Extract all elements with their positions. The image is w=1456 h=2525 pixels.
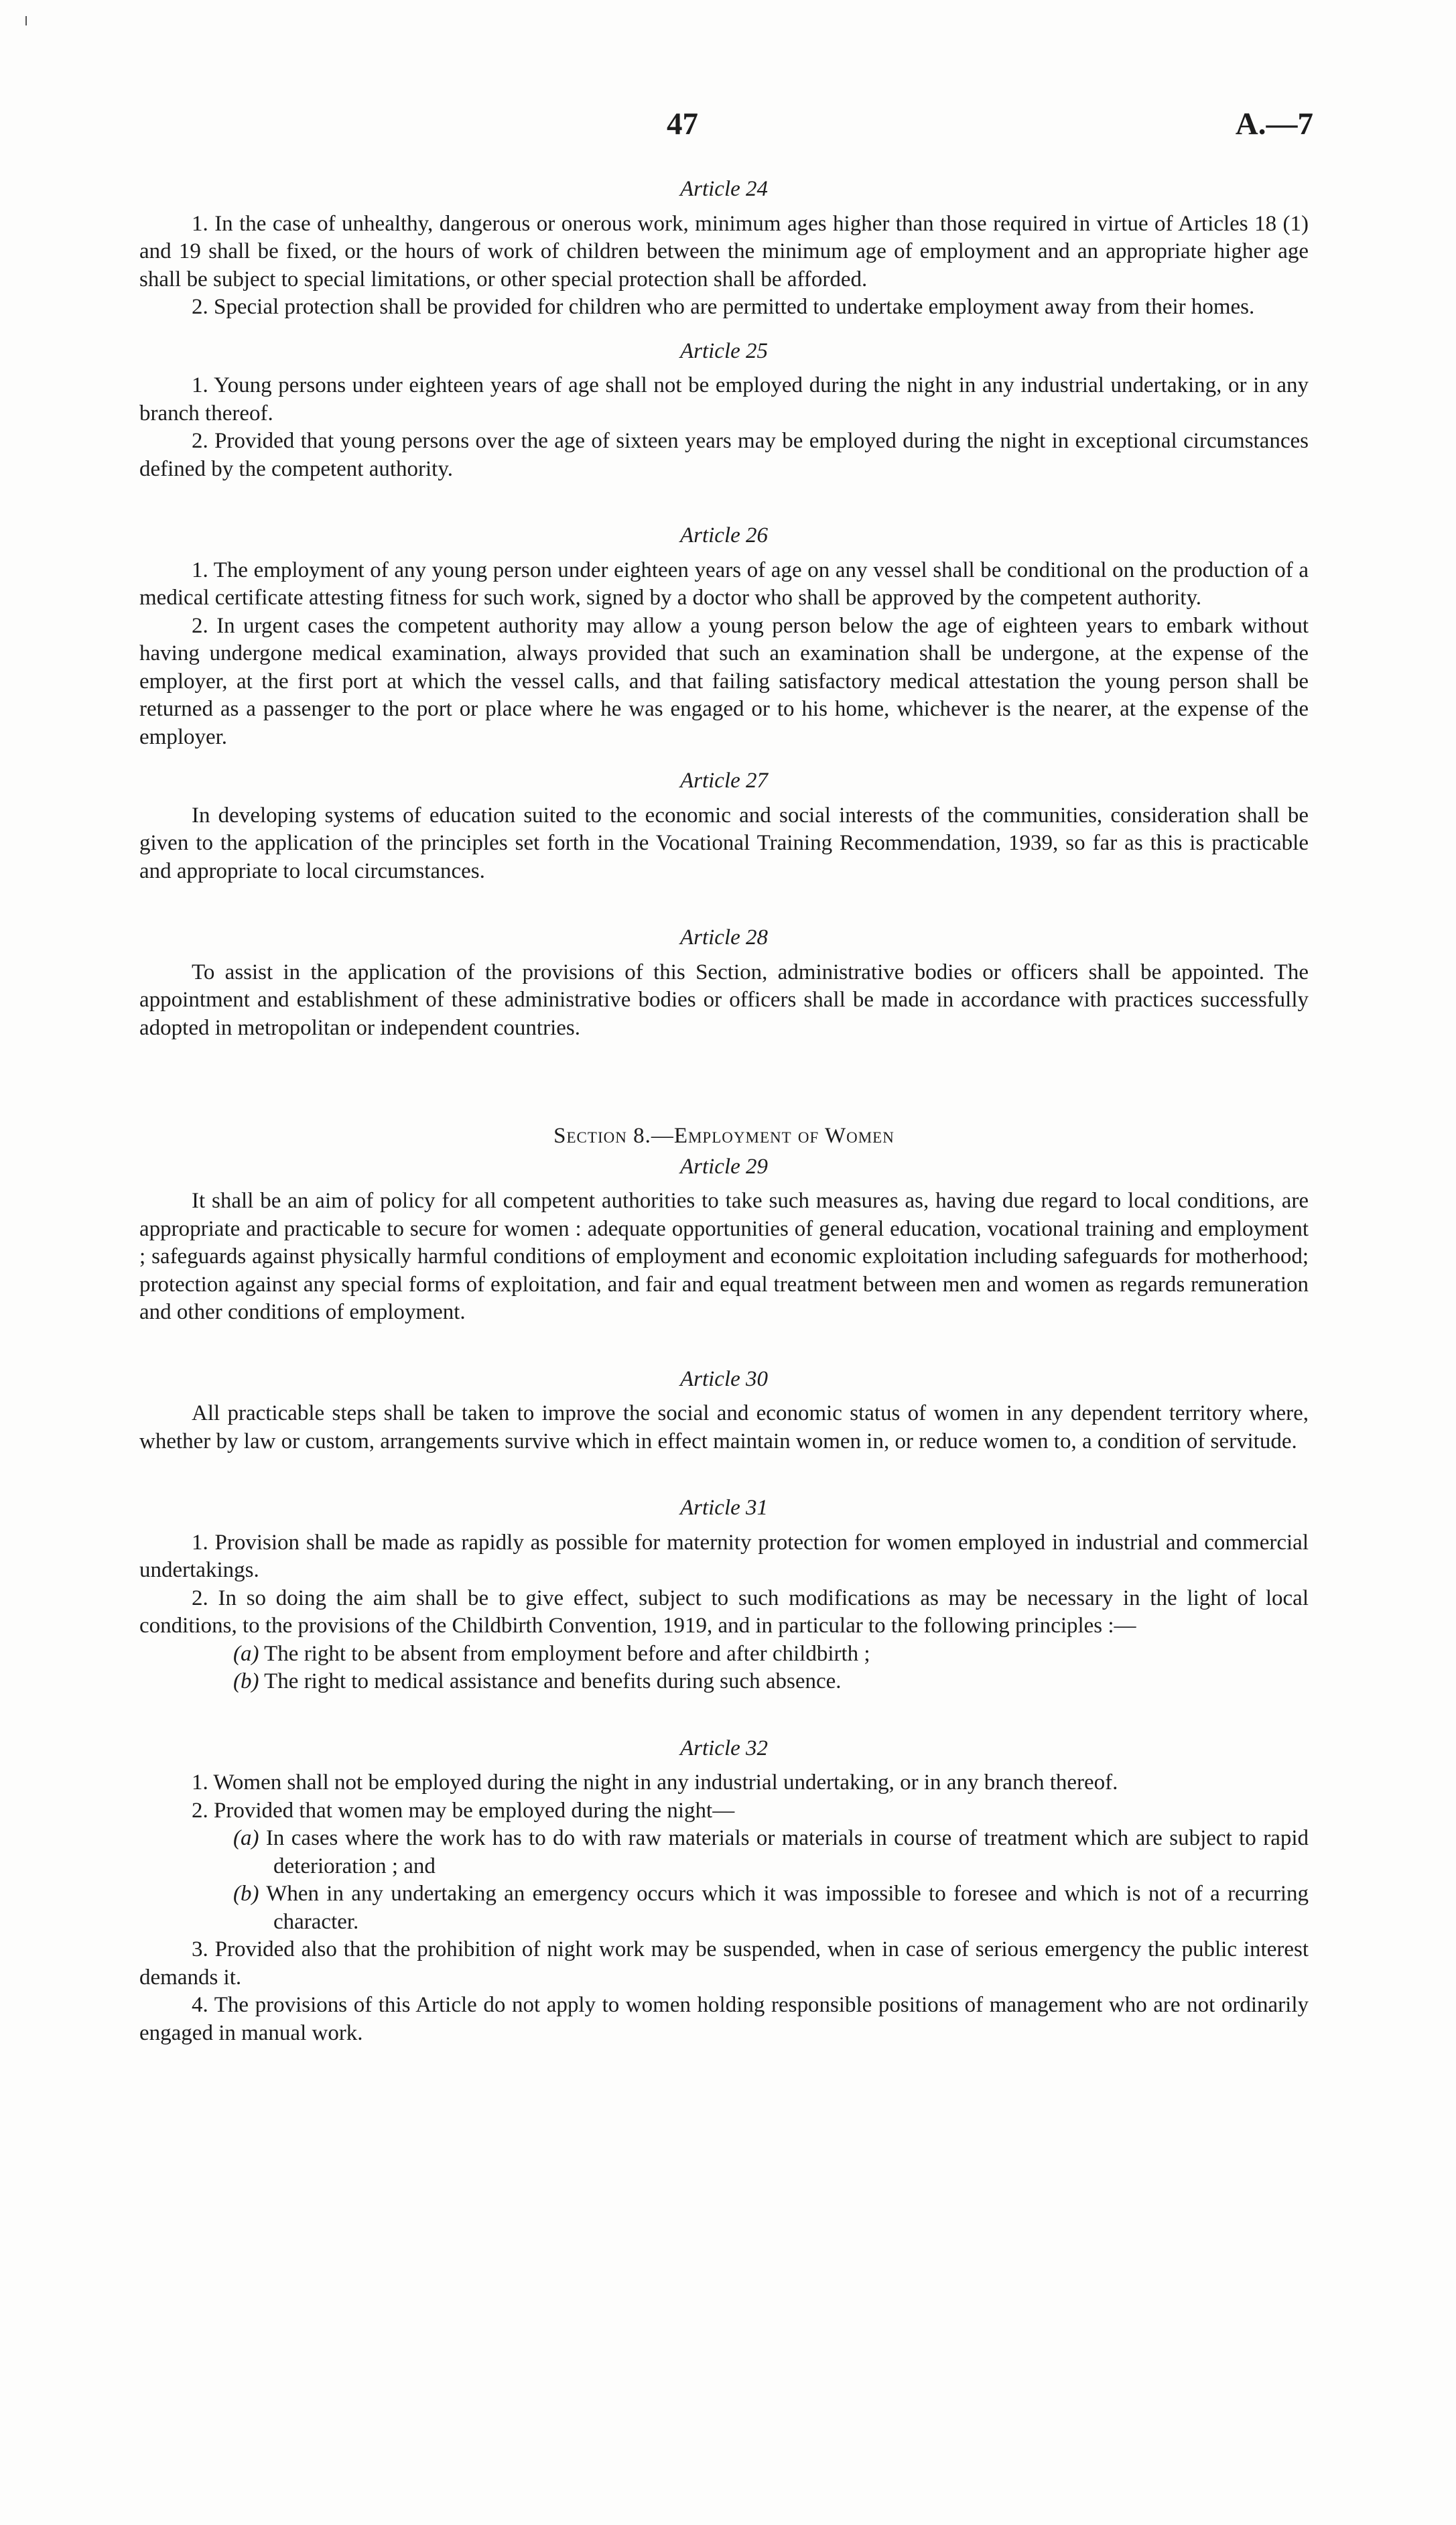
paragraph: 2. Provided that women may be employed during the night—	[192, 1798, 735, 1823]
document-reference: A.—7	[1235, 107, 1313, 141]
scan-mark	[25, 16, 27, 25]
article-heading: Article 30	[679, 1366, 769, 1391]
item-label: (a)	[233, 1641, 259, 1666]
item-text: The right to medical assistance and benefits during such absence.	[264, 1669, 842, 1693]
paragraph: To assist in the application of the provisions of this Section, administrative bodies or officers shall be appointed. The appointment and establishment of these administrative bodies or officers shall be made in accordance with practices successfully adopted in metropolitan or independent countries.	[139, 960, 1309, 1040]
paragraph: 1. Women shall not be employed during the night in any industrial undertaking, or in any branch thereof.	[192, 1770, 1118, 1795]
item-label: (b)	[233, 1882, 259, 1906]
page-number: 47	[667, 107, 698, 141]
article-heading: Article 31	[679, 1496, 769, 1520]
article-heading: Article 28	[679, 925, 769, 950]
article-heading: Article 26	[679, 523, 769, 547]
article-heading: Article 32	[679, 1736, 769, 1760]
paragraph: In developing systems of education suited to the economic and social interests of the communities, consideration shall be given to the application of the principles set forth in the Vocational Training Recommendation, 1939, so far as this is practicable and appropriate to local circumstances.	[139, 803, 1309, 883]
article-27	[139, 767, 1309, 885]
paragraph: 1. Young persons under eighteen years of age shall not be employed during the night in any industrial undertaking, or in any branch thereof.	[139, 373, 1309, 426]
section-heading: Section 8.—Employment of Women	[553, 1124, 895, 1148]
paragraph: 4. The provisions of this Article do not apply to women holding responsible positions of management who are not ordinarily engaged in manual work.	[139, 1993, 1309, 2045]
article-30	[139, 1366, 1309, 1456]
paragraph: All practicable steps shall be taken to improve the social and economic status of women in any dependent territory where, whether by law or custom, arrangements survive which in effect maintain women in, or reduce women to, a condition of servitude.	[139, 1401, 1309, 1453]
item-text: The right to be absent from employment before and after childbirth ;	[264, 1641, 870, 1666]
item-text: In cases where the work has to do with raw materials or materials in course of treatment which are subject to rapid deterioration ; and	[265, 1826, 1309, 1878]
paragraph: 2. Special protection shall be provided for children who are permitted to undertake employment away from their homes.	[192, 295, 1255, 319]
article-25	[139, 338, 1309, 484]
page-header	[188, 107, 1313, 151]
item-label: (a)	[233, 1826, 259, 1850]
paragraph: 2. In urgent cases the competent authority may allow a young person below the age of eighteen years to embark without having undergone medical examination, always provided that such an examination shall be undergone, at the expense of the employer, at the first port at which the vessel calls, and that failing satisfactory medical attestation the young person shall be returned as a passenger to the port or place where he was engaged or to his home, whichever is the nearer, at the expense of the employer.	[139, 613, 1309, 749]
paragraph: 3. Provided also that the prohibition of night work may be suspended, when in case of serious emergency the public interest demands it.	[139, 1937, 1309, 1990]
paragraph: It shall be an aim of policy for all competent authorities to take such measures as, having due regard to local conditions, are appropriate and practicable to secure for women : adequate opportunities of general education, vocational training and employment ; safeguards against physically harmful conditions of employment and economic exploitation including safeguards for motherhood; protection against any special forms of exploitation, and fair and equal treatment between men and women as regards remuneration and other conditions of employment.	[139, 1189, 1309, 1324]
list-item	[233, 1880, 1309, 1936]
list-item	[233, 1640, 1309, 1669]
article-heading: Article 24	[679, 177, 769, 201]
article-heading: Article 29	[679, 1154, 769, 1179]
document-body	[139, 176, 1309, 2063]
paragraph: 1. In the case of unhealthy, dangerous or onerous work, minimum ages higher than those required in virtue of Articles 18 (1) and 19 shall be fixed, or the hours of work of children between the minimum age of employment and an appropriate higher age shall be subject to special limitations, or other special protection shall be afforded.	[139, 211, 1309, 292]
item-text: When in any undertaking an emergency occurs which it was impossible to foresee and which is not of a recurring character.	[266, 1882, 1309, 1934]
article-31	[139, 1494, 1309, 1696]
paragraph: 1. Provision shall be made as rapidly as possible for maternity protection for women employed in industrial and commercial undertakings.	[139, 1530, 1309, 1582]
article-heading: Article 25	[679, 338, 769, 363]
paragraph: 2. In so doing the aim shall be to give effect, subject to such modifications as may be necessary in the light of local conditions, to the provisions of the Childbirth Convention, 1919, and in particular to the following principles :—	[139, 1585, 1309, 1638]
list-item	[233, 1825, 1309, 1880]
list-item	[233, 1668, 1309, 1696]
item-label: (b)	[233, 1669, 259, 1693]
article-28	[139, 924, 1309, 1042]
article-heading: Article 27	[679, 769, 769, 793]
article-29	[139, 1153, 1309, 1327]
article-32	[139, 1735, 1309, 2048]
paragraph: 2. Provided that young persons over the age of sixteen years may be employed during the night in exceptional circumstances defined by the competent authority.	[139, 429, 1309, 481]
paragraph: 1. The employment of any young person under eighteen years of age on any vessel shall be conditional on the production of a medical certificate attesting fitness for such work, signed by a doctor who shall be approved by the competent authority.	[139, 558, 1309, 610]
article-24	[139, 176, 1309, 322]
article-26	[139, 522, 1309, 751]
